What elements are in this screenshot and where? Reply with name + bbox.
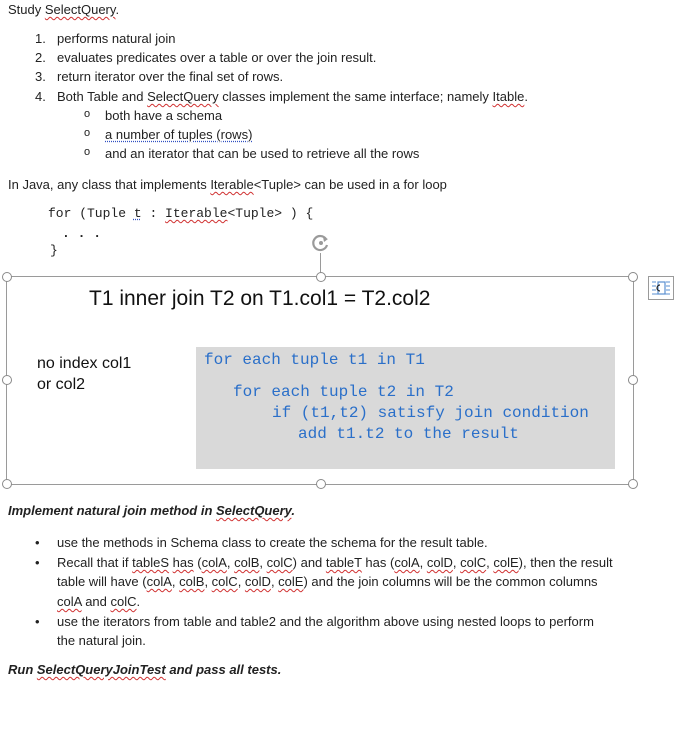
resize-handle[interactable]	[2, 375, 12, 385]
heading: Study SelectQuery.	[8, 2, 120, 17]
index-note-2: or col2	[37, 376, 86, 393]
code-line: add t1.t2 to the result	[298, 425, 519, 443]
java-iterable-line: In Java, any class that implements Iterable<Tuple> can be used in a for loop	[8, 177, 447, 192]
run-tests-line: Run SelectQueryJoinTest and pass all tests.	[8, 662, 282, 677]
selectquery-word: SelectQuery	[44, 2, 116, 17]
code-line: for each tuple t2 in T2	[233, 383, 454, 401]
join-title: T1 inner join T2 on T1.col1 = T2.col2	[89, 287, 431, 310]
for-loop-code: for (Tuple t : Iterable<Tuple> ) {	[48, 206, 314, 221]
resize-handle[interactable]	[316, 479, 326, 489]
resize-handle[interactable]	[2, 272, 12, 282]
index-note: no index col1	[37, 355, 132, 372]
code-line: for each tuple t1 in T1	[204, 351, 425, 369]
implement-heading: Implement natural join method in SelectQuery.	[8, 503, 296, 518]
resize-handle[interactable]	[628, 479, 638, 489]
resize-handle[interactable]	[628, 375, 638, 385]
resize-handle[interactable]	[628, 272, 638, 282]
list-item-cont: colA and colC.	[57, 594, 141, 609]
list-item-cont: the natural join.	[57, 633, 146, 648]
nested-loop-code	[196, 347, 615, 469]
list-item-cont: table will have (colA, colB, colC, colD, colE) and the join columns will be the common columns	[57, 574, 598, 589]
code-line: if (t1,t2) satisfy join condition	[272, 404, 589, 422]
resize-handle[interactable]	[316, 272, 326, 282]
for-loop-close: }	[50, 243, 58, 258]
resize-handle[interactable]	[2, 479, 12, 489]
for-loop-ellipsis: . . .	[62, 226, 102, 241]
layout-options-icon[interactable]	[648, 276, 674, 300]
rotate-handle-icon[interactable]	[311, 233, 331, 253]
